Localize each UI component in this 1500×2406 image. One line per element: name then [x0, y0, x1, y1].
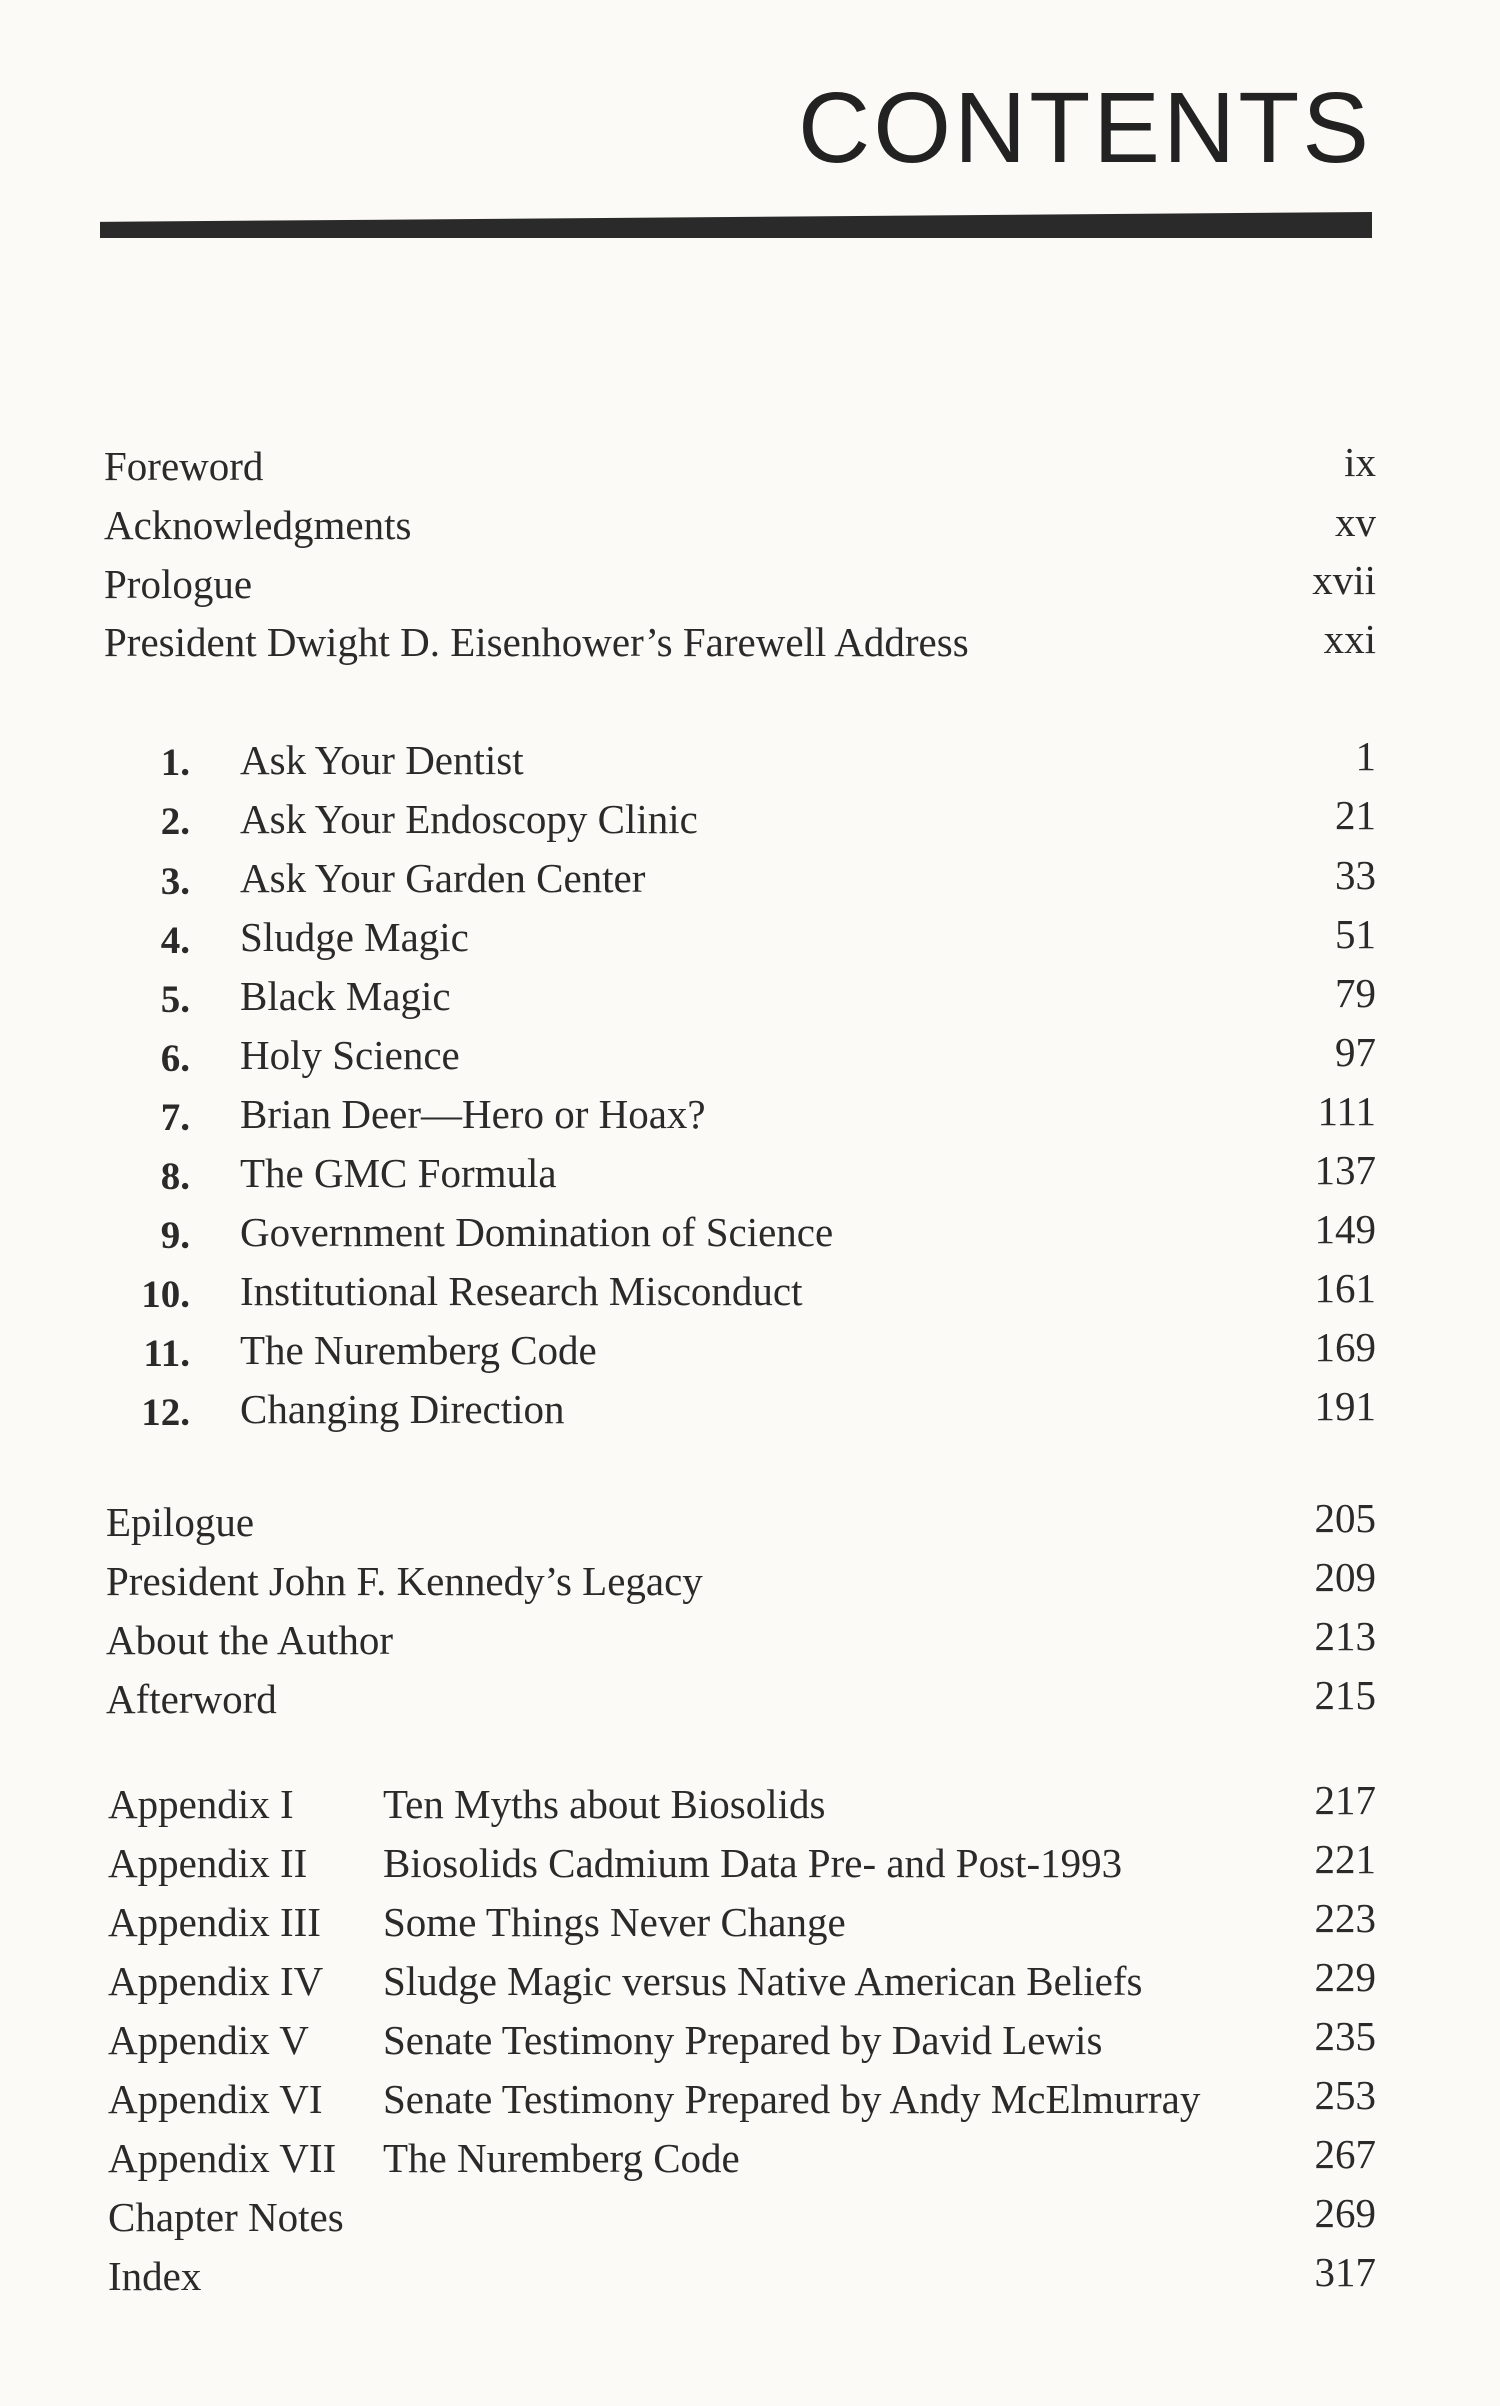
chapter-title[interactable]: Brian Deer—Hero or Hoax?	[240, 1091, 706, 1137]
toc-page: 221	[1314, 1836, 1376, 1882]
chapter-number: 6.	[160, 1037, 190, 1080]
toc-entry-index[interactable]: Index	[108, 2253, 202, 2299]
toc-page: 191	[1314, 1383, 1376, 1429]
appendix-label: Appendix VI	[108, 2076, 323, 2122]
toc-page: 205	[1314, 1495, 1376, 1541]
chapter-title[interactable]: Government Domination of Science	[240, 1209, 834, 1255]
page-title: CONTENTS	[798, 72, 1372, 184]
toc-entry-epilogue[interactable]: Epilogue	[106, 1499, 255, 1545]
toc-page: 235	[1314, 2013, 1376, 2059]
appendix-label: Appendix I	[108, 1781, 294, 1827]
toc-page: 317	[1314, 2249, 1376, 2295]
chapter-title[interactable]: Ask Your Dentist	[240, 737, 524, 783]
appendix-title[interactable]: Ten Myths about Biosolids	[383, 1781, 826, 1827]
chapter-number: 7.	[160, 1096, 190, 1139]
chapter-number: 1.	[160, 741, 190, 784]
toc-page: 97	[1335, 1029, 1376, 1075]
toc-page: 21	[1335, 792, 1376, 838]
chapter-title[interactable]: Black Magic	[240, 973, 451, 1019]
toc-page: 79	[1335, 970, 1376, 1016]
chapter-number: 10.	[141, 1273, 190, 1316]
chapter-number: 5.	[160, 978, 190, 1021]
appendix-title[interactable]: Biosolids Cadmium Data Pre- and Post-1993	[383, 1840, 1123, 1886]
toc-page: 169	[1314, 1324, 1376, 1370]
toc-page: 149	[1314, 1206, 1376, 1252]
chapter-number: 4.	[160, 919, 190, 962]
chapter-title[interactable]: The GMC Formula	[240, 1150, 557, 1196]
toc-entry-prologue[interactable]: Prologue	[104, 561, 253, 607]
toc-entry-eisenhower[interactable]: President Dwight D. Eisenhower’s Farewell Address	[104, 619, 969, 665]
toc-page: 267	[1314, 2131, 1376, 2177]
appendix-title[interactable]: Senate Testimony Prepared by Andy McElmurray	[383, 2076, 1201, 2122]
chapter-number: 9.	[160, 1214, 190, 1257]
appendix-label: Appendix V	[108, 2017, 309, 2063]
toc-page: xv	[1335, 499, 1376, 545]
toc-page: 51	[1335, 911, 1376, 957]
chapter-number: 12.	[141, 1391, 190, 1434]
toc-page: xvii	[1312, 557, 1376, 603]
chapter-title[interactable]: Holy Science	[240, 1032, 460, 1078]
appendix-title[interactable]: Some Things Never Change	[383, 1899, 846, 1945]
toc-entry-about-author[interactable]: About the Author	[106, 1617, 393, 1663]
toc-page: xxi	[1323, 616, 1376, 662]
toc-page: 137	[1314, 1147, 1376, 1193]
chapter-title[interactable]: Ask Your Garden Center	[240, 855, 646, 901]
toc-page: ix	[1344, 439, 1376, 485]
appendix-title[interactable]: Sludge Magic versus Native American Beliefs	[383, 1958, 1143, 2004]
chapter-title[interactable]: The Nuremberg Code	[240, 1327, 597, 1373]
appendix-label: Appendix IV	[108, 1958, 324, 2004]
toc-entry-kennedy[interactable]: President John F. Kennedy’s Legacy	[106, 1558, 703, 1604]
toc-page: 223	[1314, 1895, 1376, 1941]
toc-page: 213	[1314, 1613, 1376, 1659]
toc-entry-foreword[interactable]: Foreword	[104, 443, 264, 489]
toc-entry-afterword[interactable]: Afterword	[106, 1676, 277, 1722]
toc-page: 33	[1335, 852, 1376, 898]
chapter-title[interactable]: Ask Your Endoscopy Clinic	[240, 796, 698, 842]
toc-page: 217	[1314, 1777, 1376, 1823]
toc-entry-acknowledgments[interactable]: Acknowledgments	[104, 502, 412, 548]
appendix-label: Appendix III	[108, 1899, 321, 1945]
toc-entry-chapter-notes[interactable]: Chapter Notes	[108, 2194, 344, 2240]
toc-page: 1	[1355, 733, 1376, 779]
toc-page: 229	[1314, 1954, 1376, 2000]
appendix-label: Appendix VII	[108, 2135, 337, 2181]
chapter-number: 2.	[160, 800, 190, 843]
toc-page: 161	[1314, 1265, 1376, 1311]
appendix-title[interactable]: Senate Testimony Prepared by David Lewis	[383, 2017, 1103, 2063]
toc-page: 269	[1314, 2190, 1376, 2236]
chapter-number: 11.	[143, 1332, 190, 1375]
toc-page: 253	[1314, 2072, 1376, 2118]
chapter-title[interactable]: Changing Direction	[240, 1386, 565, 1432]
chapter-title[interactable]: Sludge Magic	[240, 914, 469, 960]
appendix-title[interactable]: The Nuremberg Code	[383, 2135, 740, 2181]
toc-page: 209	[1314, 1554, 1376, 1600]
toc-page: 215	[1314, 1672, 1376, 1718]
chapter-number: 8.	[160, 1155, 190, 1198]
chapter-number: 3.	[160, 860, 190, 903]
appendix-label: Appendix II	[108, 1840, 308, 1886]
title-rule	[100, 212, 1372, 238]
chapter-title[interactable]: Institutional Research Misconduct	[240, 1268, 803, 1314]
toc-page: 111	[1317, 1088, 1376, 1134]
